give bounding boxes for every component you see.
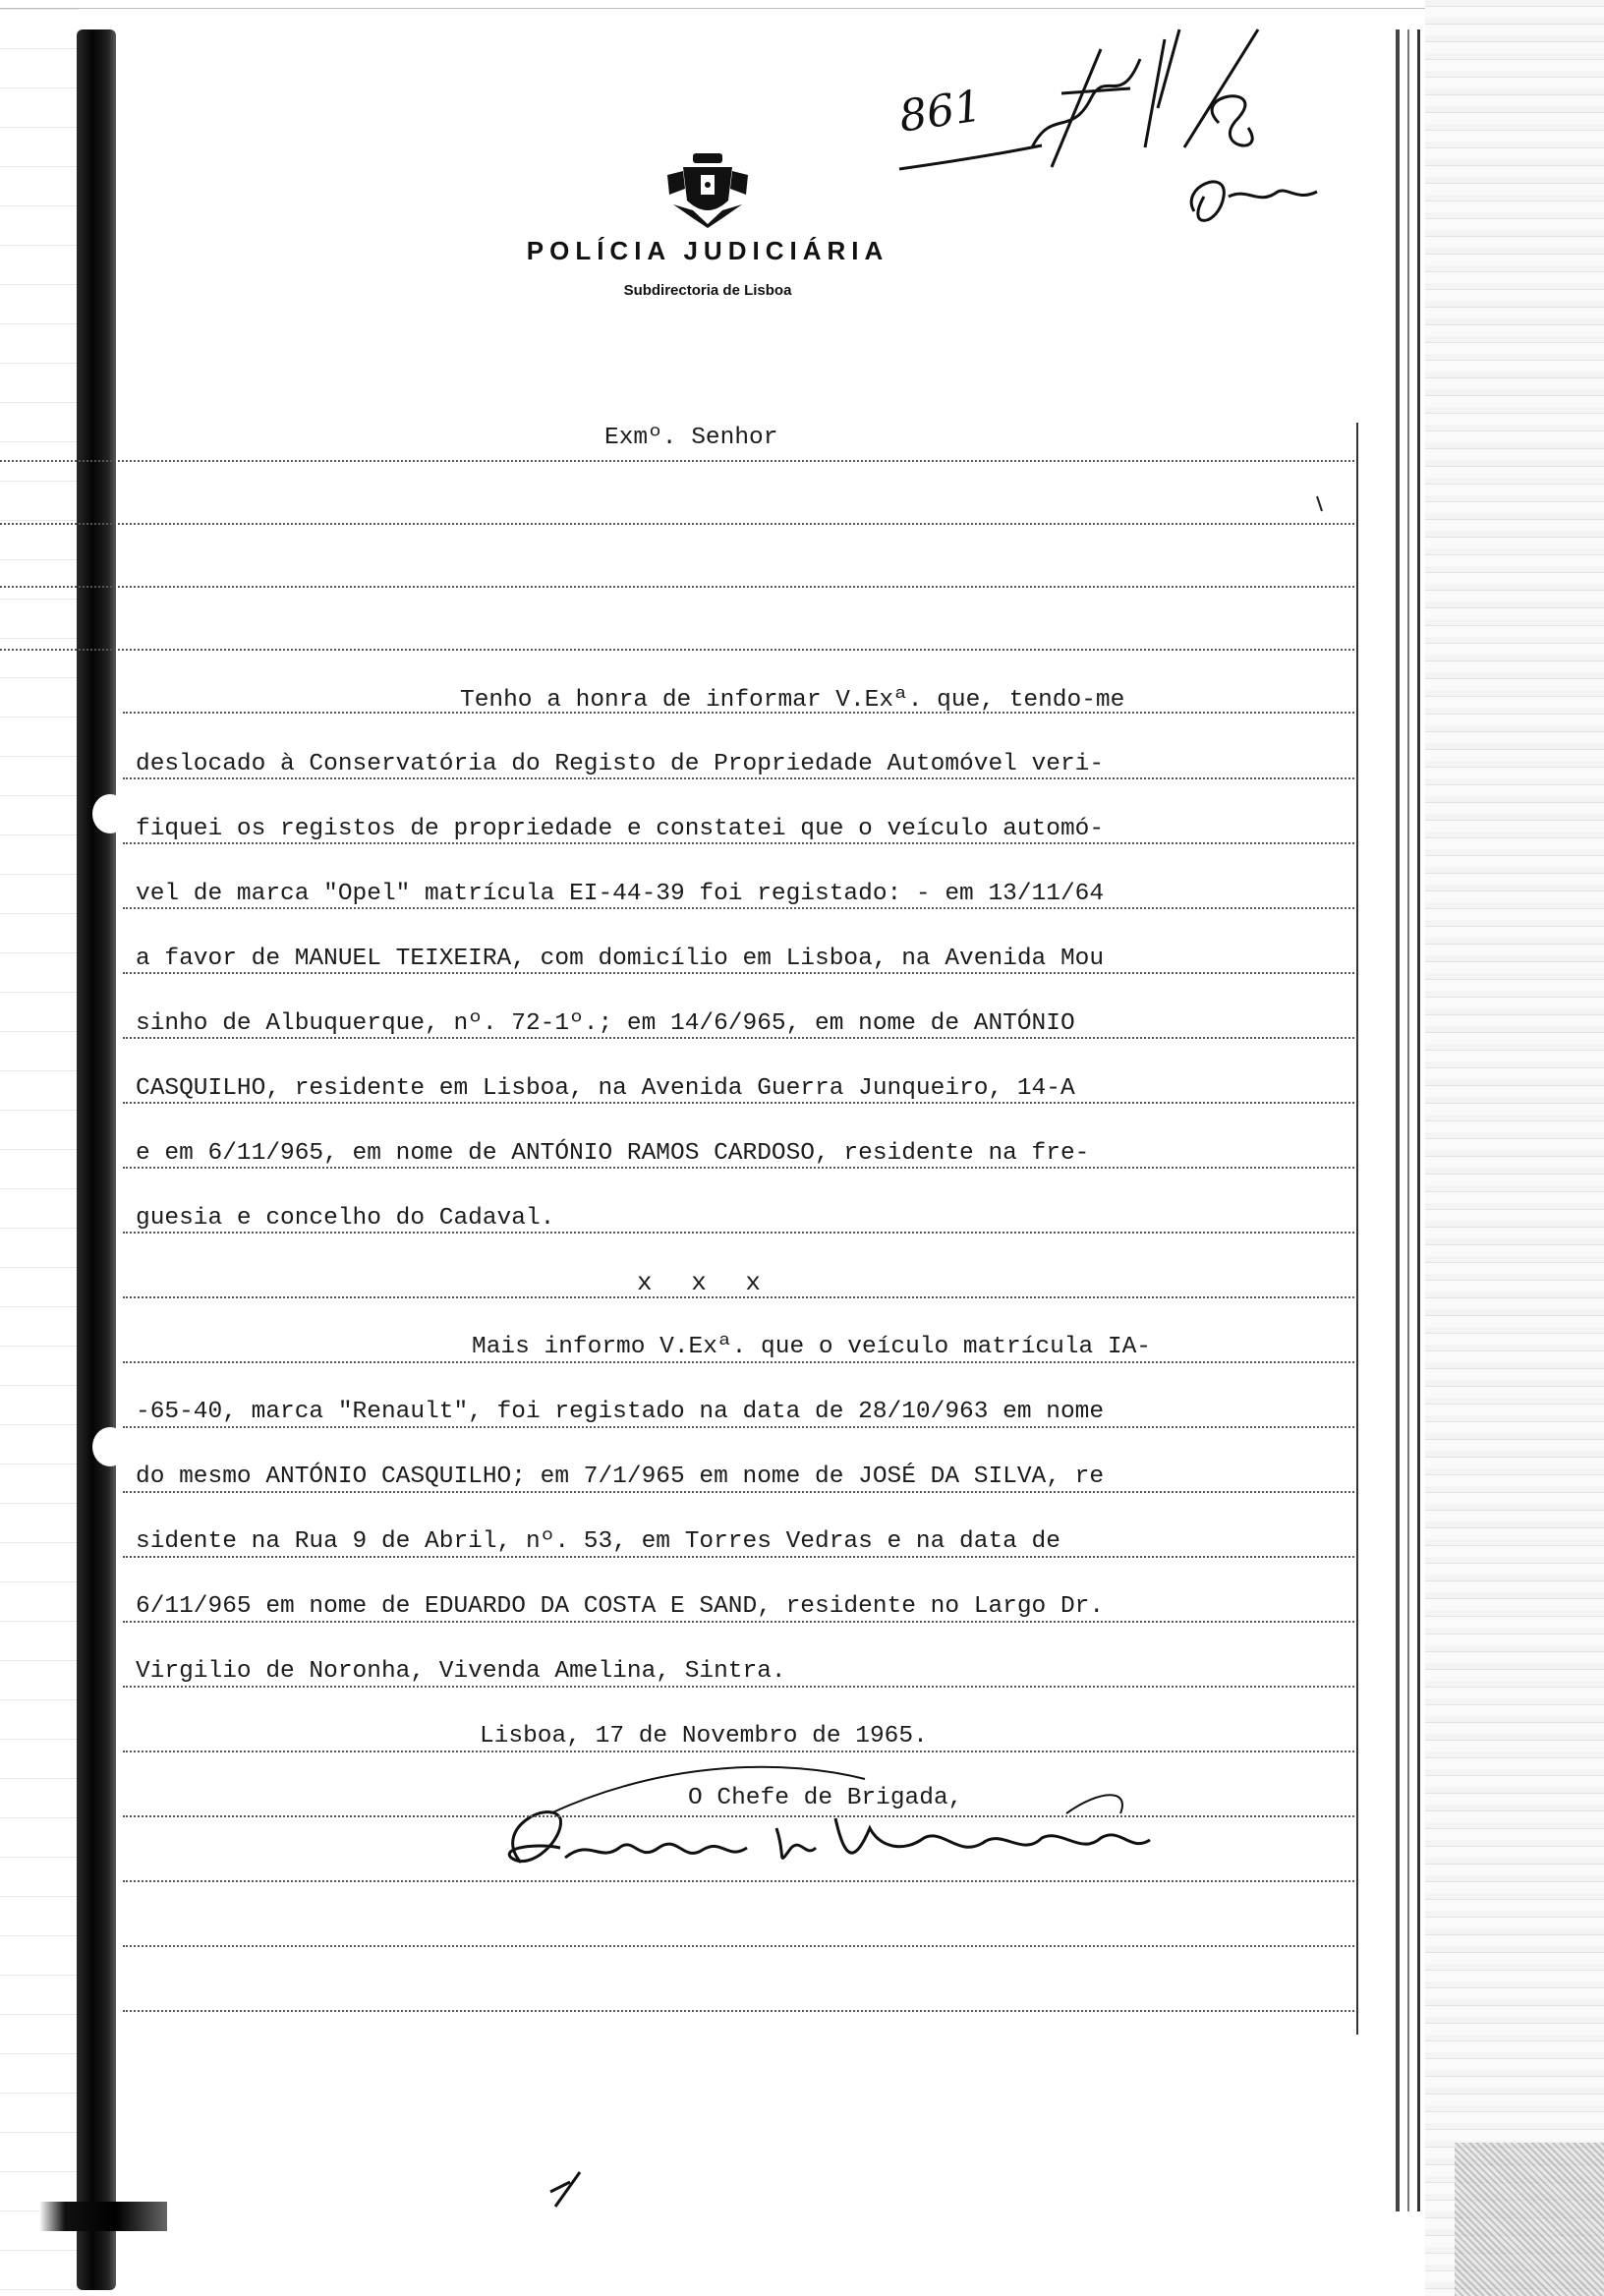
ruled-line: [123, 1945, 1358, 1947]
letter-line: sidente na Rua 9 de Abril, nº. 53, em Torres Vedras e na data de: [136, 1528, 1060, 1555]
letter-line: CASQUILHO, residente em Lisboa, na Avenida Guerra Junqueiro, 14-A: [136, 1075, 1075, 1102]
letter-line: deslocado à Conservatória do Registo de Propriedade Automóvel veri-: [136, 751, 1105, 777]
handwritten-reference-number: 861: [895, 81, 986, 143]
letter-line: -65-40, marca "Renault", foi registado na data de 28/10/963 em nome: [136, 1399, 1105, 1425]
letter-line: a favor de MANUEL TEIXEIRA, com domicílio em Lisboa, na Avenida Mou: [136, 946, 1105, 972]
organization-name: POLÍCIA JUDICIÁRIA: [526, 236, 889, 265]
letter-line: do mesmo ANTÓNIO CASQUILHO; em 7/1/965 em nome de JOSÉ DA SILVA, re: [136, 1464, 1105, 1490]
letter-line: vel de marca "Opel" matrícula EI-44-39 foi registado: - em 13/11/64: [136, 881, 1105, 907]
letter-line: Virgilio de Noronha, Vivenda Amelina, Sintra.: [136, 1658, 786, 1685]
ruled-line: [123, 2010, 1358, 2012]
signatory-title: O Chefe de Brigada,: [688, 1785, 963, 1811]
letter-line: Tenho a honra de informar V.Exª. que, tendo-me: [460, 687, 1125, 714]
ruled-line: [0, 523, 1358, 525]
letter-line: Mais informo V.Exª. que o veículo matrícula IA-: [472, 1334, 1152, 1360]
subdivision-name: Subdirectoria de Lisboa: [623, 282, 792, 299]
ruled-line: [0, 460, 1358, 462]
right-margin-rule: [1356, 423, 1358, 2035]
letter-line: guesia e concelho do Cadaval.: [136, 1205, 555, 1232]
ruled-line: [0, 649, 1358, 651]
letter-line: 6/11/965 em nome de EDUARDO DA COSTA E SAND, residente no Largo Dr.: [136, 1593, 1105, 1620]
ruled-line: [123, 1815, 1358, 1817]
ruled-line: [123, 1880, 1358, 1882]
ruled-line: [0, 586, 1358, 588]
letter-greeting: Exmº. Senhor: [604, 425, 778, 451]
letter-line: fiquei os registos de propriedade e constatei que o veículo automó-: [136, 816, 1105, 842]
section-separator: x x x: [637, 1268, 773, 1297]
letter-line: sinho de Albuquerque, nº. 72-1º.; em 14/6/965, em nome de ANTÓNIO: [136, 1010, 1075, 1037]
letter-line: e em 6/11/965, em nome de ANTÓNIO RAMOS CARDOSO, residente na fre-: [136, 1140, 1090, 1167]
letter-date-line: Lisboa, 17 de Novembro de 1965.: [480, 1723, 928, 1750]
coat-of-arms-icon: [663, 149, 752, 228]
